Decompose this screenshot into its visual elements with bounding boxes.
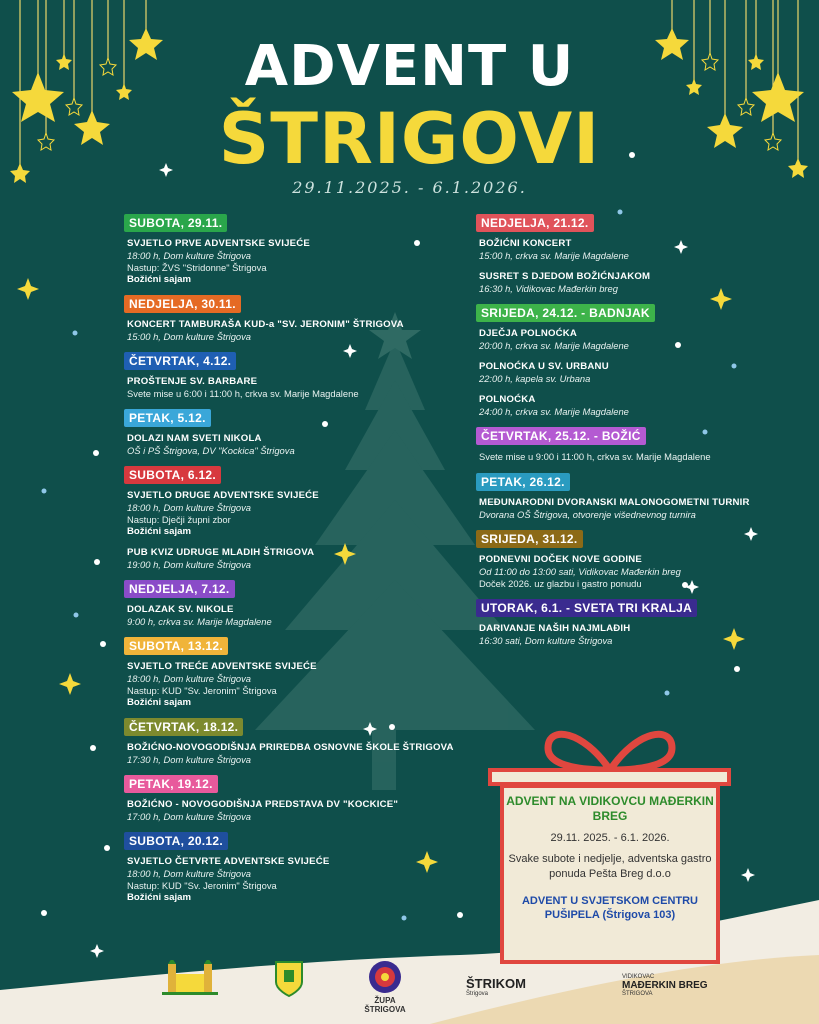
event-title: PODNEVNI DOČEK NOVE GODINE bbox=[479, 554, 642, 565]
day-badge: ČETVRTAK, 4.12. bbox=[124, 352, 236, 370]
event-item bbox=[127, 433, 454, 457]
event-detail: Od 11:00 do 13:00 sati, Vidikovac Mađerkin breg bbox=[479, 566, 681, 577]
day-badge: PETAK, 26.12. bbox=[476, 473, 570, 491]
event-detail: 18:00 h, Dom kulture Štrigova bbox=[127, 868, 252, 879]
event-item bbox=[479, 394, 756, 418]
event-detail: 19:00 h, Dom kulture Štrigova bbox=[127, 559, 252, 570]
gift-text bbox=[504, 794, 716, 922]
zupa-label: ŽUPA ŠTRIGOVA bbox=[364, 996, 406, 1014]
event-title: PUB KVIZ UDRUGE MLADIH ŠTRIGOVA bbox=[127, 547, 315, 558]
event-extra: Božićni sajam bbox=[127, 526, 191, 537]
event-item bbox=[479, 361, 756, 385]
event-title: SUSRET S DJEDOM BOŽIĆNJAKOM bbox=[479, 271, 651, 282]
title-line-2: ŠTRIGOVI bbox=[218, 98, 601, 180]
event-detail: 15:00 h, Dom kulture Štrigova bbox=[127, 331, 252, 342]
event-detail: 18:00 h, Dom kulture Štrigova bbox=[127, 250, 252, 261]
event-note: Svete mise u 6:00 i 11:00 h, crkva sv. Marije Magdalene bbox=[127, 388, 359, 399]
church-icon bbox=[162, 960, 218, 996]
day-badge: SRIJEDA, 24.12. - BADNJAK bbox=[476, 304, 655, 322]
zupa-logo bbox=[360, 960, 410, 1014]
event-detail: 18:00 h, Dom kulture Štrigova bbox=[127, 673, 252, 684]
event-title: SVJETLO DRUGE ADVENTSKE SVIJEĆE bbox=[127, 490, 319, 501]
day-badge: ČETVRTAK, 18.12. bbox=[124, 718, 243, 736]
event-title: MEĐUNARODNI DVORANSKI MALONOGOMETNI TURNIR bbox=[479, 497, 750, 508]
day-badge: NEDJELJA, 21.12. bbox=[476, 214, 594, 232]
shield-icon bbox=[274, 960, 304, 998]
event-note: Nastup: Dječji župni zbor bbox=[127, 514, 231, 525]
vidikovac-label: MAĐERKIN BREG bbox=[622, 980, 708, 991]
left-schedule-column bbox=[124, 214, 454, 913]
event-title: DARIVANJE NAŠIH NAJMLAĐIH bbox=[479, 623, 631, 634]
event-detail: 18:00 h, Dom kulture Štrigova bbox=[127, 502, 252, 513]
day-badge: PETAK, 5.12. bbox=[124, 409, 211, 427]
gift-description: Svake subote i nedjelje, adventska gastro ponuda Pešta Breg d.o.o bbox=[508, 853, 712, 880]
event-title: DOLAZI NAM SVETI NIKOLA bbox=[127, 433, 262, 444]
sponsor-logos bbox=[0, 960, 819, 1024]
event-title: DOLAZAK SV. NIKOLE bbox=[127, 604, 234, 615]
event-item bbox=[127, 856, 454, 904]
event-note: Doček 2026. uz glazbu i gastro ponudu bbox=[479, 578, 642, 589]
event-note: Svete mise u 9:00 i 11:00 h, crkva sv. Marije Magdalene bbox=[479, 451, 711, 462]
event-title: BOŽIĆNO-NOVOGODIŠNJA PRIREDBA OSNOVNE ŠKOLE ŠTRIGOVA bbox=[127, 742, 454, 753]
day-badge: PETAK, 19.12. bbox=[124, 775, 218, 793]
strikom-logo bbox=[466, 976, 538, 997]
event-item bbox=[127, 376, 454, 400]
event-item bbox=[479, 271, 756, 295]
zupa-emblem-icon bbox=[368, 960, 402, 994]
vidikovac-sub: ŠTRIGOVA bbox=[622, 991, 653, 997]
event-note: Nastup: KUD "Sv. Jeronim" Štrigova bbox=[127, 685, 277, 696]
gift-date: 29.11. 2025. - 6.1. 2026. bbox=[550, 832, 670, 844]
event-item bbox=[479, 328, 756, 352]
day-badge: SUBOTA, 20.12. bbox=[124, 832, 228, 850]
right-schedule-column bbox=[476, 214, 756, 656]
day-badge: SUBOTA, 6.12. bbox=[124, 466, 221, 484]
event-extra: Božićni sajam bbox=[127, 892, 191, 903]
event-note: Nastup: KUD "Sv. Jeronim" Štrigova bbox=[127, 880, 277, 891]
event-extra: Božićni sajam bbox=[127, 697, 191, 708]
event-title: DJEČJA POLNOĆKA bbox=[479, 328, 578, 339]
event-item bbox=[479, 554, 756, 590]
event-item bbox=[127, 547, 454, 571]
event-title: PROŠTENJE SV. BARBARE bbox=[127, 376, 258, 387]
strikom-sub: Štrigova bbox=[466, 991, 489, 997]
event-title: POLNOĆKA U SV. URBANU bbox=[479, 361, 609, 372]
gift-title: ADVENT NA VIDIKOVCU MAĐERKIN BREG bbox=[506, 794, 714, 823]
church-logo bbox=[160, 960, 220, 998]
event-detail: 16:30 sati, Dom kulture Štrigova bbox=[479, 635, 613, 646]
day-badge: SUBOTA, 13.12. bbox=[124, 637, 228, 655]
event-item bbox=[127, 490, 454, 538]
event-item bbox=[127, 742, 454, 766]
event-detail: 22:00 h, kapela sv. Urbana bbox=[479, 373, 591, 384]
day-badge: SUBOTA, 29.11. bbox=[124, 214, 227, 232]
event-item bbox=[127, 661, 454, 709]
event-detail: 17:30 h, Dom kulture Štrigova bbox=[127, 754, 252, 765]
event-item bbox=[479, 238, 756, 262]
event-detail: 15:00 h, crkva sv. Marije Magdalene bbox=[479, 250, 629, 261]
event-title: SVJETLO PRVE ADVENTSKE SVIJEĆE bbox=[127, 238, 311, 249]
event-title: BOŽIĆNI KONCERT bbox=[479, 238, 572, 249]
event-detail: OŠ i PŠ Štrigova, DV "Kockica" Štrigova bbox=[127, 445, 295, 456]
event-item bbox=[127, 319, 454, 343]
event-item bbox=[127, 604, 454, 628]
day-badge: ČETVRTAK, 25.12. - BOŽIĆ bbox=[476, 427, 646, 445]
event-title: SVJETLO TREĆE ADVENTSKE SVIJEĆE bbox=[127, 661, 317, 672]
title-line-1: ADVENT U bbox=[244, 34, 575, 99]
event-detail: Dvorana OŠ Štrigova, otvorenje višednevnog turnira bbox=[479, 509, 696, 520]
event-item bbox=[127, 238, 454, 286]
strikom-label: ŠTRIKOM bbox=[466, 976, 526, 991]
event-detail: 16:30 h, Vidikovac Mađerkin breg bbox=[479, 283, 618, 294]
gift-box bbox=[488, 720, 733, 970]
vidikovac-logo bbox=[600, 974, 710, 997]
day-badge: SRIJEDA, 31.12. bbox=[476, 530, 583, 548]
event-detail: 9:00 h, crkva sv. Marije Magdalene bbox=[127, 616, 272, 627]
event-detail: 20:00 h, crkva sv. Marije Magdalene bbox=[479, 340, 629, 351]
coat-of-arms-logo bbox=[274, 960, 304, 1000]
vidikovac-top: VIDIKOVAC bbox=[622, 974, 655, 980]
day-badge: NEDJELJA, 7.12. bbox=[124, 580, 235, 598]
event-note: Nastup: ŽVS "Stridonne" Štrigova bbox=[127, 262, 267, 273]
event-item bbox=[479, 623, 756, 647]
event-item bbox=[479, 497, 756, 521]
event-item bbox=[127, 799, 454, 823]
event-title: SVJETLO ČETVRTE ADVENTSKE SVIJEĆE bbox=[127, 856, 330, 867]
event-title: KONCERT TAMBURAŠA KUD-a "SV. JERONIM" ŠTRIGOVA bbox=[127, 319, 404, 330]
day-badge: UTORAK, 6.1. - SVETA TRI KRALJA bbox=[476, 599, 697, 617]
event-extra: Božićni sajam bbox=[127, 274, 191, 285]
event-title: POLNOĆKA bbox=[479, 394, 536, 405]
day-badge: NEDJELJA, 30.11. bbox=[124, 295, 241, 313]
event-detail: 17:00 h, Dom kulture Štrigova bbox=[127, 811, 252, 822]
event-title: BOŽIĆNO - NOVOGODIŠNJA PREDSTAVA DV "KOCKICE" bbox=[127, 799, 399, 810]
gift-footer: ADVENT U SVJETSKOM CENTRU PUŠIPELA (Štrigova 103) bbox=[521, 895, 699, 921]
event-dates: 29.11.2025. - 6.1.2026. bbox=[292, 178, 527, 197]
event-detail: 24:00 h, crkva sv. Marije Magdalene bbox=[479, 406, 629, 417]
